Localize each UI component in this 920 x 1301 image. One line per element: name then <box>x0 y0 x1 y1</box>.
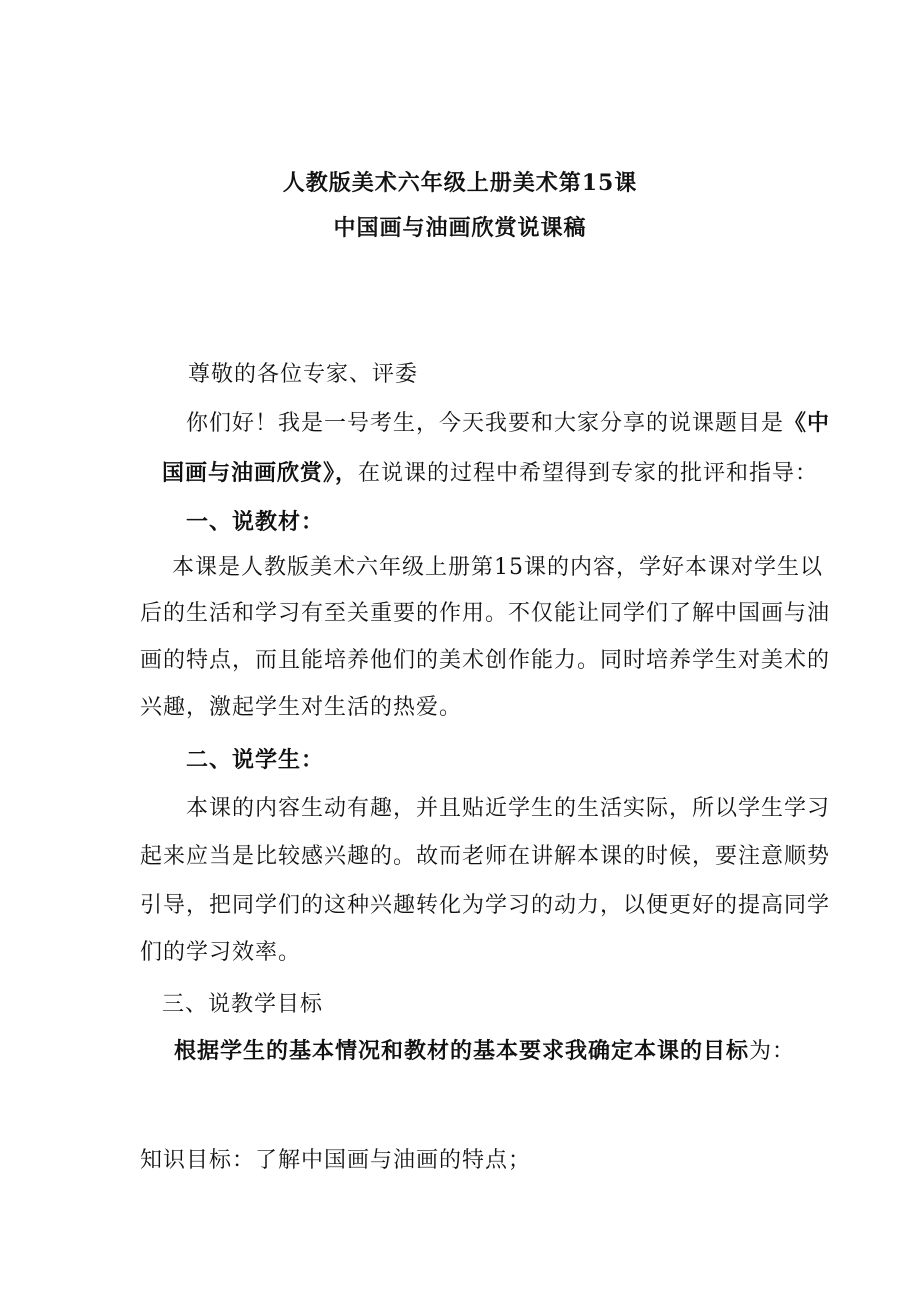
intro-text: 你们好！我是一号考生，今天我要和大家分享的说课题目是 <box>186 411 785 436</box>
paragraph-line: 本课的内容生动有趣，并且贴近学生的生活实际，所以学生学习 <box>186 796 831 821</box>
goals-lead-text: 根据学生的基本情况和教材的基本要求我确定本课的目标 <box>174 1038 750 1064</box>
paragraph-line: 起来应当是比较感兴趣的。故而老师在讲解本课的时候，要注意顺势 <box>140 844 831 869</box>
paragraph-line: 引导，把同学们的这种兴趣转化为学习的动力，以便更好的提高同学 <box>140 893 831 918</box>
goals-lead <box>174 1036 795 1067</box>
doc-title-line2: 中国画与油画欣赏说课稿 <box>333 215 587 241</box>
intro-line-1 <box>186 408 830 439</box>
paragraph-line: 本课是人教版美术六年级上册第15课的内容，学好本课对学生以 <box>172 555 823 580</box>
intro-text-cont: 在说课的过程中希望得到专家的批评和指导： <box>358 461 819 486</box>
section-heading-students: 二、说学生： <box>186 747 325 773</box>
greeting: 尊敬的各位专家、评委 <box>188 362 419 387</box>
knowledge-goal: 知识目标：了解中国画与油画的特点； <box>140 1148 532 1173</box>
section-heading-goals: 三、说教学目标 <box>162 992 324 1017</box>
lesson-title-start: 《中 <box>784 410 831 436</box>
intro-line-2 <box>162 458 818 489</box>
lesson-title-end: 国画与油画欣赏》， <box>162 460 359 486</box>
goals-lead-tail: 为： <box>749 1039 796 1064</box>
paragraph-line: 后的生活和学习有至关重要的作用。不仅能让同学们了解中国画与油 <box>140 601 831 626</box>
paragraph-line: 们的学习效率。 <box>140 940 302 965</box>
doc-title-line1: 人教版美术六年级上册美术第15课 <box>282 170 638 196</box>
paragraph-line: 兴趣，激起学生对生活的热爱。 <box>140 695 463 720</box>
paragraph-line: 画的特点，而且能培养他们的美术创作能力。同时培养学生对美术的 <box>140 648 831 673</box>
section-heading-textbook: 一、说教材： <box>186 509 325 535</box>
